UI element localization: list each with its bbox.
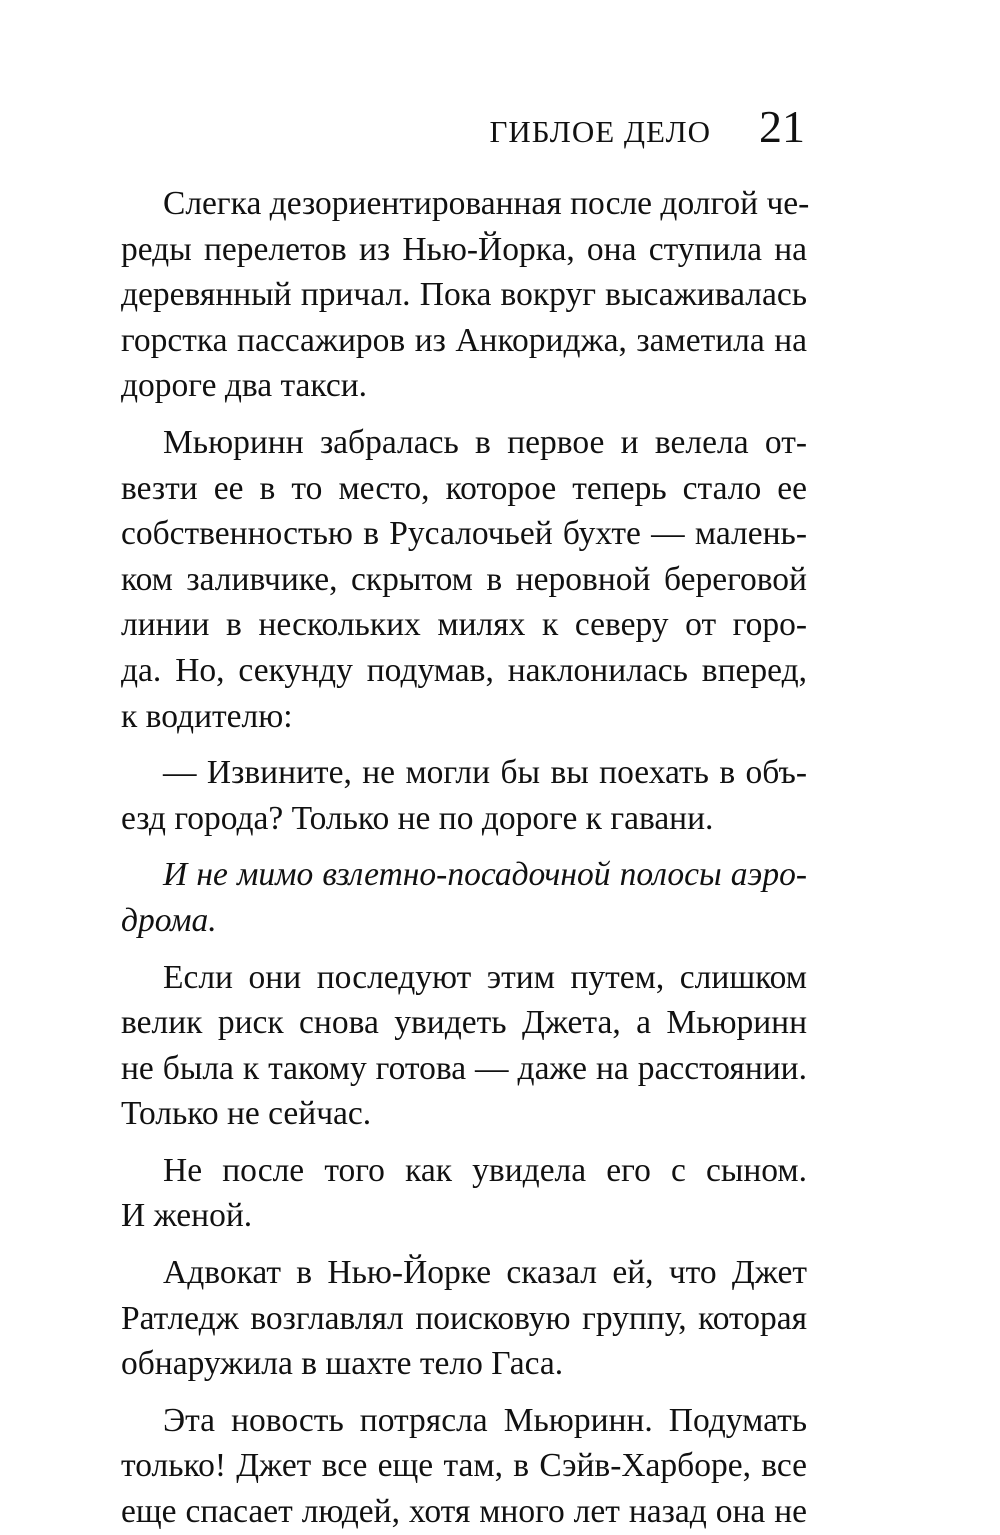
paragraph: [121, 181, 810, 409]
text-line: ком заливчике, скрытом в неровной береговой: [121, 560, 807, 598]
text-line: дрома.: [121, 901, 217, 939]
text-line: обнаружила в шахте тело Гаса.: [121, 1345, 564, 1383]
body-text: [121, 181, 810, 1535]
paragraph: [121, 1148, 807, 1239]
dialogue-paragraph: [121, 750, 807, 841]
text-line: — Извините, не могли бы вы поехать в объ-: [163, 754, 807, 792]
text-line: дороге два такси.: [121, 367, 368, 405]
running-head: [489, 100, 805, 153]
paragraph: [121, 1250, 807, 1387]
text-line: езд города? Только не по дороге к гавани.: [121, 799, 714, 837]
running-title: ГИБЛОЕ ДЕЛО: [489, 114, 711, 149]
text-line: велик риск снова увидеть Джета, а Мьюринн: [121, 1004, 807, 1042]
text-line: Не после того как увидела его с сыном.: [163, 1151, 807, 1189]
text-line: деревянный причал. Пока вокруг высаживалась: [121, 276, 807, 314]
paragraph: [121, 420, 807, 739]
paragraph: [121, 955, 807, 1137]
text-line: Ратледж возглавлял поисковую группу, которая: [121, 1299, 807, 1337]
text-line: Только не сейчас.: [121, 1095, 372, 1133]
text-line: И не мимо взлетно-посадочной полосы аэро-: [163, 856, 807, 894]
text-line: горстка пассажиров из Анкориджа, заметила на: [121, 321, 807, 359]
text-line: только! Джет все еще там, в Сэйв-Харборе, все: [121, 1447, 807, 1485]
text-line: Адвокат в Нью-Йорке сказал ей, что Джет: [163, 1254, 807, 1292]
page-number: 21: [759, 101, 805, 152]
text-line: не была к такому готова — даже на расстоянии.: [121, 1049, 807, 1087]
text-line: да. Но, секунду подумав, наклонилась вперед,: [121, 651, 807, 689]
paragraph: [121, 1398, 807, 1535]
text-line: линии в нескольких милях к северу от горо-: [121, 606, 807, 644]
text-line: везти ее в то место, которое теперь стало ее: [121, 469, 807, 507]
text-line: Эта новость потрясла Мьюринн. Подумать: [163, 1401, 807, 1439]
text-line: Мьюринн забралась в первое и велела от-: [163, 423, 807, 461]
text-line: И женой.: [121, 1197, 253, 1235]
italic-paragraph: [121, 852, 807, 943]
text-line: Слегка дезориентированная после долгой че-: [163, 185, 810, 222]
text-line: к водителю:: [121, 697, 293, 735]
text-line: еще спасает людей, хотя много лет назад она не: [121, 1493, 807, 1531]
text-line: реды перелетов из Нью-Йорка, она ступила на: [121, 230, 807, 268]
text-line: собственностью в Русалочьей бухте — малень-: [121, 515, 807, 553]
text-line: Если они последуют этим путем, слишком: [163, 958, 807, 996]
